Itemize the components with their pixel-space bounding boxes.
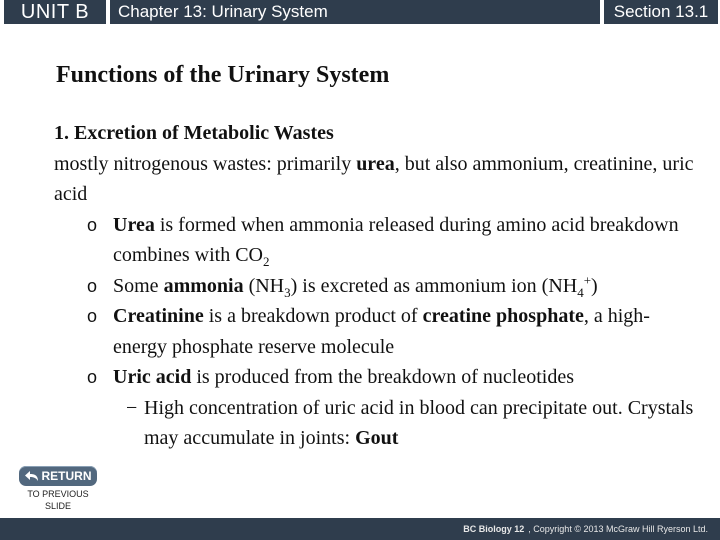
sub-point: − High concentration of uric acid in blood can precipitate out. Crystals may accumulate in joints: Gout (54, 393, 704, 454)
list-item: o Some ammonia $(NH_3)$ is excreted as ammonium ion $(NH_4^+)$ (87, 271, 598, 300)
return-caption: TO PREVIOUS SLIDE (27, 489, 89, 511)
curved-arrow-icon (25, 471, 39, 482)
footer-bar (0, 518, 720, 540)
copyright-text: , Copyright © 2013 McGraw Hill Ryerson Ltd. (528, 524, 708, 534)
course-name: BC Biology 12 (463, 524, 525, 534)
unit-label: UNIT B (4, 0, 106, 24)
bullet-icon: o (87, 367, 98, 387)
bullet-icon: o (87, 214, 98, 235)
list-item: o Urea is formed when ammonia released during amino acid breakdown combines with $CO_2$ (54, 210, 704, 271)
dash-icon: − (126, 396, 138, 419)
list-item: o Uric acid is produced from the breakdown of nucleotides (54, 362, 704, 393)
bullet-icon: o (87, 275, 98, 296)
header-bar (0, 0, 720, 24)
return-button[interactable] (19, 466, 97, 486)
chapter-label: Chapter 13: Urinary System (110, 0, 600, 24)
slide-title: Functions of the Urinary System (56, 62, 390, 88)
section-label: Section 13.1 (604, 0, 718, 24)
intro-text: mostly nitrogenous wastes: primarily urea, but also ammonium, creatinine, uric acid (54, 152, 694, 205)
bullet-icon: o (87, 306, 98, 326)
content-heading: 1. Excretion of Metabolic Wastes (54, 122, 334, 144)
list-item: o Creatinine is a breakdown product of creatine phosphate, a high-energy phosphate reserve molecule (54, 301, 704, 362)
return-label: RETURN (41, 469, 92, 483)
bullet-list (54, 210, 704, 393)
slide-content (54, 118, 704, 454)
